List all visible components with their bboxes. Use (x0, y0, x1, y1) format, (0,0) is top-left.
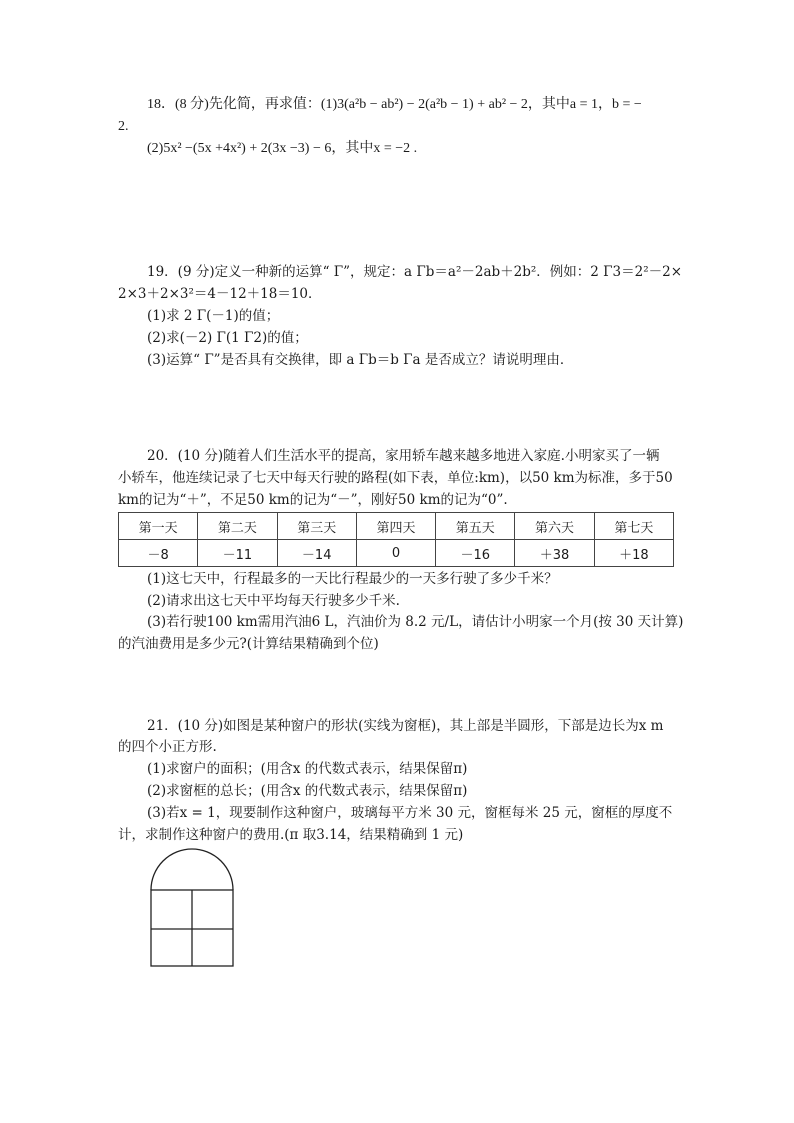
q20-sub2: (2)请求出这七天中平均每天行驶多少千米. (147, 593, 400, 609)
q19-line2: 2×3＋2×3²＝4－12＋18＝10． (118, 286, 322, 302)
q21-sub2: (2)求窗框的总长；(用含x 的代数式表示，结果保留π) (147, 783, 468, 799)
q20-line2: 小轿车，他连续记录了七天中每天行驶的路程(如下表，单位:km)，以50 km为标准，多于50 (118, 470, 673, 486)
table-header-cell: 第七天 (594, 513, 673, 540)
table-header-cell: 第五天 (436, 513, 515, 540)
table-header-row (119, 513, 674, 540)
table-value-cell: －14 (277, 540, 356, 567)
window-semicircle-arch (151, 849, 233, 890)
q21-line1: 21．(10 分)如图是某种窗户的形状(实线为窗框)，其上部是半圆形，下部是边长为x m (147, 718, 664, 734)
q20-line1: 20．(10 分)随着人们生活水平的提高，家用轿车越来越多地进入家庭.小明家买了一辆 (147, 448, 660, 464)
table-header-cell: 第六天 (515, 513, 594, 540)
table-value-cell: －16 (436, 540, 515, 567)
q21-sub1: (1)求窗户的面积；(用含x 的代数式表示，结果保留π) (147, 761, 468, 777)
table-header-cell: 第三天 (277, 513, 356, 540)
q20-sub3a: (3)若行驶100 km需用汽油6 L，汽油价为 8.2 元/L，请估计小明家一个月(按 30 天计算) (147, 614, 684, 630)
q18-line3: (2)5x² −(5x +4x²) + 2(3x −3) − 6，其中x = −2 . (147, 141, 418, 156)
q21-sub3b: 计，求制作这种窗户的费用.(π 取3.14，结果精确到 1 元) (118, 827, 464, 843)
q20-line3: km的记为“＋”，不足50 km的记为“－”，刚好50 km的记为“0”. (118, 492, 508, 508)
q19-line1: 19．(9 分)定义一种新的运算“ Γ”，规定：a Γb＝a²－2ab＋2b²．例如：2 Γ3＝2²－2× (147, 264, 683, 280)
q19-line5: (3)运算“ Γ”是否具有交换律，即 a Γb＝b Γa 是否成立？请说明理由． (147, 352, 574, 368)
table-value-cell: 0 (356, 540, 435, 567)
table-value-row (119, 540, 674, 567)
q19-line3: (1)求 2 Γ(－1)的值； (147, 308, 280, 324)
table-header-cell: 第二天 (198, 513, 277, 540)
q21-sub3a: (3)若x = 1，现要制作这种窗户，玻璃每平方米 30 元，窗框每米 25 元，窗框的厚度不 (147, 805, 673, 821)
q21-line2: 的四个小正方形. (118, 739, 217, 755)
table-header-cell: 第四天 (356, 513, 435, 540)
q20-sub3b: 的汽油费用是多少元?(计算结果精确到个位) (118, 636, 379, 652)
q18-line1: 18．(8 分)先化简，再求值：(1)3(a²b − ab²) − 2(a²b − 1) + ab² − 2，其中a = 1，b = − (147, 97, 642, 112)
q18-line2: 2. (118, 119, 129, 134)
table-value-cell: －11 (198, 540, 277, 567)
q20-sub1: (1)这七天中，行程最多的一天比行程最少的一天多行驶了多少千米？ (147, 571, 558, 587)
q19-line4: (2)求(－2) Γ(1 Γ2)的值； (147, 330, 308, 346)
table-header-cell: 第一天 (119, 513, 198, 540)
daily-distance-table (118, 512, 674, 567)
table-value-cell: －8 (119, 540, 198, 567)
window-figure (140, 845, 240, 975)
table-value-cell: ＋18 (594, 540, 673, 567)
table-value-cell: ＋38 (515, 540, 594, 567)
